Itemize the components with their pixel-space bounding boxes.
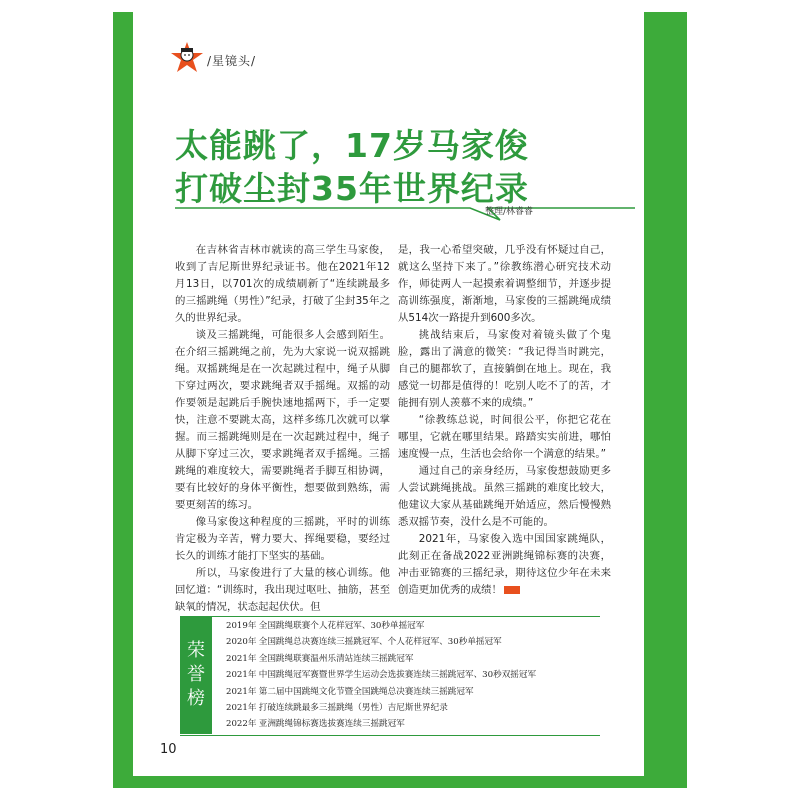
paragraph-final (398, 531, 611, 599)
honor-text: 亚洲跳绳锦标赛选拔赛连续三摇跳冠军 (258, 719, 405, 730)
paragraph: 所以，马家俊进行了大量的核心训练。他回忆道：“训练时，我出现过呕吐、抽筋，甚至缺氧的情况，状态起起伏伏。但 (175, 567, 390, 613)
honor-item (226, 618, 606, 634)
honor-text: 打破连续跳最多三摇跳绳（男性）吉尼斯世界纪录 (258, 703, 448, 714)
honor-year: 2021年 (226, 653, 257, 664)
arrow-end-icon (504, 586, 520, 594)
honor-label (180, 616, 212, 734)
paragraph: 2021年，马家俊入选中国国家跳绳队，此刻正在备战2022亚洲跳绳锦标赛的决赛，冲击亚锦赛的三摇纪录，期待这位少年在未来创造更加优秀的成绩！ (398, 533, 611, 596)
paragraph: 在吉林省吉林市就读的高三学生马家俊，收到了吉尼斯世界纪录证书。他在2021年12月13日，以701次的成绩刷新了“连续跳最多的三摇跳绳（男性）”纪录，打破了尘封35年之久的世界纪录。 (175, 244, 390, 324)
honor-year: 2020年 (226, 637, 257, 648)
honor-item (226, 634, 606, 650)
honor-item (226, 651, 606, 667)
honor-text: 中国跳绳冠军赛暨世界学生运动会选拔赛连续三摇跳冠军、30秒双摇冠军 (258, 670, 537, 681)
honor-label-char: 荣 (187, 640, 205, 661)
body-column-right (398, 242, 611, 599)
honor-text: 全国跳绳总决赛连续三摇跳冠军、个人花样冠军、30秒单摇冠军 (258, 637, 502, 648)
honor-text: 全国跳绳联赛温州乐清站连续三摇跳冠军 (258, 653, 414, 664)
paragraph: 像马家俊这种程度的三摇跳，平时的训练肯定极为辛苦，臂力要大、挥绳要稳，要经过长久的训练才能打下坚实的基础。 (175, 516, 390, 562)
paragraph: “徐教练总说，时间很公平，你把它花在哪里，它就在哪里结果。路踏实实前进，哪怕速度慢一点，生活也会给你一个满意的结果。” (398, 414, 611, 460)
article-title-line-1: 太能跳了，17岁马家俊 (175, 126, 529, 165)
body-column-left (175, 242, 390, 616)
honor-text: 第二届中国跳绳文化节暨全国跳绳总决赛连续三摇跳冠军 (258, 686, 474, 697)
star-avatar-icon (170, 40, 204, 76)
honor-year: 2021年 (226, 703, 257, 714)
honor-item (226, 700, 606, 716)
page-number: 10 (160, 742, 177, 757)
honor-item (226, 716, 606, 732)
paragraph: 是，我一心希望突破，几乎没有怀疑过自己，就这么坚持下来了。”徐教练潜心研究技术动作，师徒两人一起摸索着调整细节，并逐步提高训练强度，渐渐地，马家俊的三摇跳绳成绩从514次一路提升到600多次。 (398, 244, 611, 324)
honor-year: 2021年 (226, 686, 257, 697)
honor-item (226, 684, 606, 700)
honor-year: 2021年 (226, 670, 257, 681)
honor-text: 全国跳绳联赛个人花样冠军、30秒单摇冠军 (258, 621, 425, 631)
honor-item (226, 667, 606, 683)
paragraph: 谈及三摇跳绳，可能很多人会感到陌生。在介绍三摇跳绳之前，先为大家说一说双摇跳绳。双摇跳绳是在一次起跳过程中，绳子从脚下穿过两次，要求跳绳者双手摇绳。双摇的动作要领是起跳后手腕快速地摇两下，手一定要快，注意不要跳太高，这样多练几次就可以掌握。而三摇跳绳则是在一次起跳过程中，绳子从脚下穿过三次，要求跳绳者双手摇绳。三摇跳绳的难度较大，需要跳绳者手脚互相协调，要有比较好的身体平衡性，想要做到熟练，需要更刻苦的练习。 (175, 329, 390, 511)
column-label: /星镜头/ (207, 54, 257, 68)
article-title-line-2: 打破尘封35年世界纪录 (175, 169, 529, 208)
honor-list (226, 618, 606, 733)
paragraph: 挑战结束后，马家俊对着镜头做了个鬼脸，露出了满意的微笑：“我记得当时跳完，自己的腿都软了，直接躺倒在地上。现在，我感觉一切都是值得的！吃别人吃不了的苦，才能拥有别人羡慕不来的成绩。” (398, 329, 611, 409)
byline: 整理/林睿睿 (485, 207, 534, 217)
honor-label-char: 榜 (187, 688, 205, 709)
honor-year: 2019年 (226, 621, 257, 631)
paragraph: 通过自己的亲身经历，马家俊想鼓励更多人尝试跳绳挑战。虽然三摇跳的难度比较大，他建议大家从基础跳绳开始适应，然后慢慢熟悉双摇节奏，没什么是不可能的。 (398, 465, 611, 528)
honor-label-char: 誉 (187, 664, 205, 685)
honor-year: 2022年 (226, 719, 257, 730)
